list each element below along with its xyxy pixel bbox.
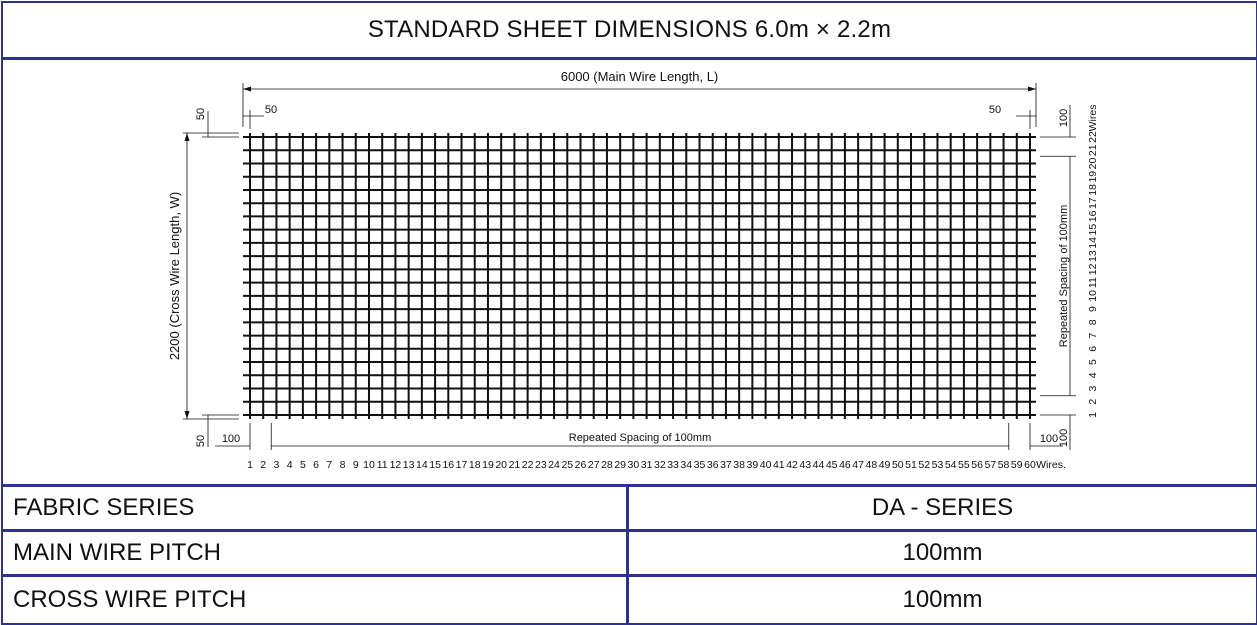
mesh-diagram [3,60,1256,484]
left-top-overhang-label: 50 [195,107,207,121]
spec-label: CROSS WIRE PITCH [3,577,629,623]
main-wire-number: 42 [786,459,798,471]
main-wire-number: 7 [326,459,333,471]
cross-wire-number: 21 [1086,144,1099,157]
main-wire-number: 20 [495,459,508,471]
main-wire-number: 30 [627,459,640,471]
repeated-spacing-bottom-label: Repeated Spacing of 100mm [568,432,712,444]
cross-wire-number: 10 [1086,290,1099,302]
main-wire-number: 1 [247,459,253,471]
main-wire-number: 16 [442,459,455,471]
main-wire-number: 28 [601,459,613,471]
main-wire-number: 24 [548,459,560,471]
cross-wire-number: 9 [1086,306,1099,313]
main-wire-number: 44 [812,459,825,471]
cross-wire-number: 13 [1086,250,1099,262]
cross-wire-number: 16 [1086,210,1099,223]
main-wire-number: 18 [468,459,481,471]
cross-wire-number: 3 [1086,385,1099,392]
spec-label: FABRIC SERIES [3,487,629,529]
cross-wire-number: 7 [1086,332,1099,339]
main-wire-number: 46 [839,459,851,471]
main-wire-number: 39 [746,459,759,471]
main-wire-number: 3 [273,459,280,471]
main-wire-number: 59 [1010,459,1023,471]
main-wire-number: 10 [363,459,375,471]
main-wire-number: 29 [614,459,627,471]
cross-wire-number: 2 [1086,398,1099,405]
main-wire-number: 60 [1024,459,1036,471]
main-wire-number: 45 [825,459,838,471]
main-wire-number: 19 [482,459,494,471]
cross-wire-number: 12 [1086,263,1099,276]
main-wire-number: 52 [918,459,931,471]
main-length-label: 6000 (Main Wire Length, L) [560,69,719,84]
cross-wire-number: 19 [1086,170,1099,183]
cross-wire-number: 20 [1086,157,1099,170]
cross-wire-number: 4 [1086,372,1099,379]
main-wire-number: 31 [640,459,653,471]
main-wire-number: 23 [535,459,547,471]
spec-value: DA - SERIES [871,494,1014,521]
spec-value: 100mm [902,586,983,613]
sheet-title: STANDARD SHEET DIMENSIONS 6.0m × 2.2m [3,3,1256,60]
main-wire-number: 14 [416,459,428,471]
cross-wire-number: 11 [1086,277,1099,289]
main-wire-number: 41 [772,459,785,471]
main-wire-number: 15 [429,459,441,471]
bottom-right-edge-label: 100 [1039,433,1059,445]
arrow-head [243,87,251,92]
main-wire-number: 32 [653,459,666,471]
right-top-edge-label: 100 [1058,108,1070,128]
main-wire-number: 36 [706,459,719,471]
arrow-head [185,411,190,419]
arrow-head [1028,87,1036,92]
spec-label: MAIN WIRE PITCH [3,532,629,574]
cross-wire-number: 17 [1086,197,1099,210]
spec-row-main-wire-pitch [3,532,1256,577]
cross-wire-number: 5 [1086,359,1099,365]
main-wire-number: 5 [299,459,306,471]
main-wire-number: 40 [759,459,772,471]
spec-value: 100mm [902,539,983,566]
main-wire-number: 11 [376,459,388,471]
main-wire-number: 34 [680,459,693,471]
main-wire-number: 26 [574,459,587,471]
main-wire-number: 37 [720,459,732,471]
main-wire-number: 17 [455,459,468,471]
mesh-drawing [3,60,1256,487]
main-wire-number: 55 [958,459,970,471]
bottom-left-edge-label: 100 [221,433,241,445]
main-wire-number: 43 [799,459,812,471]
cross-wire-number: 1 [1086,412,1099,418]
main-wire-number: 58 [997,459,1010,471]
spec-sheet [1,1,1257,625]
cross-wire-number: 8 [1086,319,1099,326]
main-wire-number: 21 [508,459,521,471]
main-wire-number: 47 [852,459,864,471]
cross-wire-number: 15 [1086,223,1099,236]
cross-wire-number: 14 [1086,237,1099,249]
right-bottom-edge-label: 100 [1058,428,1070,448]
cross-length-label: 2200 (Cross Wire Length, W) [167,191,182,361]
cross-wire-number: 18 [1086,184,1099,196]
main-wire-number: 12 [389,459,402,471]
main-wire-number: 8 [339,459,346,471]
cross-wire-number: 6 [1086,345,1099,352]
mesh-grid [243,133,1036,419]
main-wire-number: 57 [984,459,997,471]
spec-row-cross-wire-pitch [3,577,1256,623]
cross-wire-number: 22 [1086,131,1099,143]
main-wire-number: 48 [865,459,878,471]
main-wire-number: 2 [260,459,267,471]
main-wire-number: 51 [905,459,917,471]
arrow-head [185,133,190,141]
main-wire-number: 33 [667,459,679,471]
main-wire-number: 6 [313,459,320,471]
spec-row-fabric-series [3,487,1256,532]
repeated-spacing-right-label: Repeated Spacing of 100mm [1058,204,1070,348]
main-wire-number: 13 [402,459,415,471]
main-wire-number: 54 [944,459,957,471]
main-wire-number: 25 [561,459,574,471]
main-wire-number: 49 [878,459,891,471]
left-bottom-overhang-label: 50 [195,434,207,448]
main-wire-number: 50 [891,459,904,471]
top-left-overhang-label: 50 [264,104,278,116]
cross-wires-suffix: Wires [1086,104,1099,132]
main-wire-number: 4 [286,459,293,471]
main-wire-number: 38 [733,459,745,471]
main-wire-number: 56 [971,459,983,471]
main-wire-number: 35 [693,459,706,471]
main-wire-number: 53 [931,459,944,471]
main-wires-suffix: Wires. [1036,459,1066,471]
main-wire-number: 22 [521,459,534,471]
top-right-overhang-label: 50 [988,104,1002,116]
main-wire-number: 9 [352,459,359,471]
main-wire-number: 27 [587,459,600,471]
